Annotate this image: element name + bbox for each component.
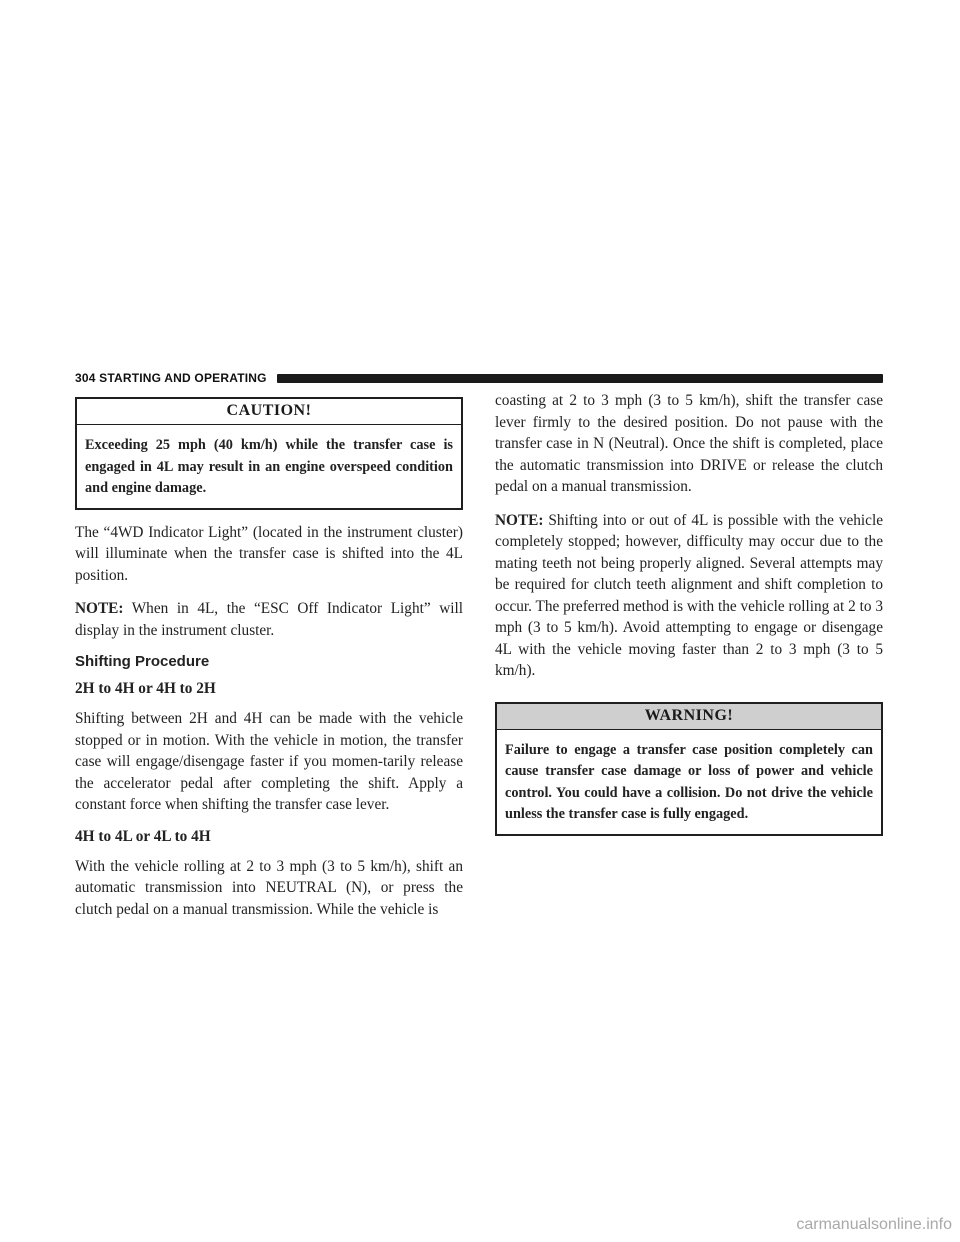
note-label: NOTE: (495, 511, 544, 529)
paragraph-4h-4l: With the vehicle rolling at 2 to 3 mph (3 to 5 km/h), shift an automatic transmission into NEUTRAL (N), or press the clutch pedal on a manual transmission. While the vehicle is (75, 857, 463, 918)
section-heading-shifting-procedure: Shifting Procedure (75, 653, 210, 670)
page-header (75, 370, 883, 386)
subheading-4h-4l: 4H to 4L or 4L to 4H (75, 827, 211, 845)
caution-title: CAUTION! (77, 399, 461, 425)
header-rule (277, 374, 883, 383)
warning-text: Failure to engage a transfer case position completely can cause transfer case damage or loss of power and vehicle control. You could have a collision. Do not drive the vehicle unless the transfer case is fully engaged. (505, 741, 873, 822)
note-esc-off (75, 598, 463, 641)
indicator-light-paragraph: The “4WD Indicator Light” (located in the instrument cluster) will illuminate when the transfer case is shifted into the 4L position. (75, 523, 463, 584)
subheading-2h-4h: 2H to 4H or 4H to 2H (75, 680, 216, 697)
left-column (75, 397, 463, 932)
caution-box (75, 397, 463, 510)
note-label: NOTE: (75, 600, 124, 617)
caution-text: Exceeding 25 mph (40 km/h) while the transfer case is engaged in 4L may result in an engine overspeed condition and engine damage. (85, 437, 453, 496)
paragraph-2h-4h: Shifting between 2H and 4H can be made with the vehicle stopped or in motion. With the vehicle in motion, the transfer case will engage/disengage faster if you momen-tarily release the accelerator pedal after completing the shift. Apply a constant force when shifting the transfer case lever. (75, 710, 463, 813)
right-column (495, 390, 883, 848)
note-text: Shifting into or out of 4L is possible with the vehicle completely stopped; however, difficulty may occur due to the mating teeth not being properly aligned. Several attempts may be required for clutch teeth alignment and shift completion to occur. The preferred method is with the vehicle rolling at 2 to 3 mph (3 to 5 km/h). Avoid attempting to engage or disengage 4L with the vehicle moving faster than 2 to 3 mph (3 to 5 km/h). (495, 511, 883, 679)
note-text: When in 4L, the “ESC Off Indicator Light” will display in the instrument cluster. (75, 600, 463, 639)
page-number-section: 304 STARTING AND OPERATING (75, 371, 267, 385)
warning-title: WARNING! (497, 704, 881, 730)
paragraph-coasting: coasting at 2 to 3 mph (3 to 5 km/h), shift the transfer case lever firmly to the desired position. Do not pause with the transfer case in N (Neutral). Once the shift is completed, place the automatic transmission into DRIVE or release the clutch pedal on a manual transmission. (495, 392, 883, 495)
warning-box (495, 702, 883, 836)
note-shifting-4l (495, 510, 883, 682)
watermark: carmanualsonline.info (796, 1216, 952, 1233)
